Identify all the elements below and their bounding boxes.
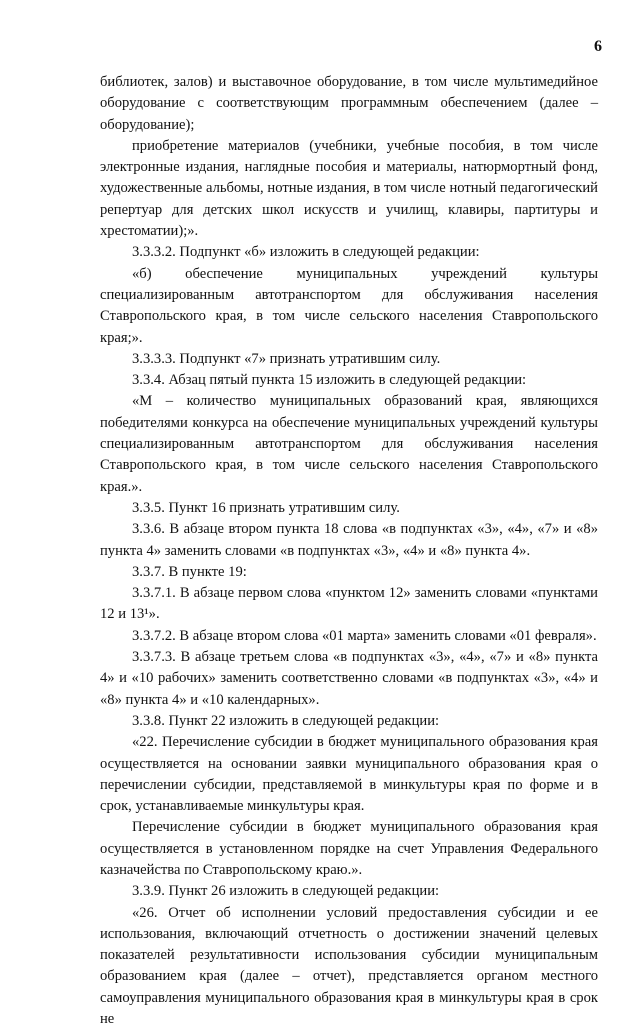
paragraph-subitem-b: «б) обеспечение муниципальных учреждений культуры специализированным автотранспортом для обслуживания населения Ставропольского края, в том числе сельского населения Ставропольского края;». [100,265,598,346]
paragraph-3-3-7-2: 3.3.7.2. В абзаце втором слова «01 марта» заменить словами «01 февраля». [132,627,597,644]
paragraph-3-3-7: 3.3.7. В пункте 19: [132,563,247,580]
paragraph-m-definition: «M – количество муниципальных образований края, являющихся победителями конкурса на обеспечение муниципальных учреждений культуры специализированным автотранспортом для обслуживания населения Ставропольского края, в том числе сельского населения Ставропольского края.». [100,393,598,495]
paragraph-3-3-3-2: 3.3.3.2. Подпункт «б» изложить в следующей редакции: [132,244,480,261]
paragraph-materials: приобретение материалов (учебники, учебные пособия, в том числе электронные издания, наглядные пособия и материалы, натюрмортный фонд, художественные альбомы, нотные издания, в том числе нотный педагогический репертуар для детских школ искусств и училищ, клавиры, партитуры и хрестоматии);». [100,137,598,240]
paragraph-3-3-7-3: 3.3.7.3. В абзаце третьем слова «в подпунктах «3», «4», «7» и «8» пункта 4» и «10 рабочих» заменить соответственно словами «в подпунктах «3», «4» и «8» пункта 4» и «10 календарных». [100,649,598,708]
paragraph-item-26: «26. Отчет об исполнении условий предоставления субсидии и ее использования, включающий отчетность о достижении значений целевых показателей результативности использования субсидии муниципальным образованием края (далее – отчет), представляется органом местного самоуправления муниципального образования края в минкультуры края в срок не [100,904,598,1028]
paragraph-3-3-9: 3.3.9. Пункт 26 изложить в следующей редакции: [132,883,440,900]
page-number: 6 [594,38,602,55]
paragraph-equipment-continuation: библиотек, залов) и выставочное оборудование, в том числе мультимедийное оборудование с соответствующим программным обеспечением (далее – оборудование); [100,74,598,133]
paragraph-3-3-5: 3.3.5. Пункт 16 признать утратившим силу. [132,499,400,516]
document-body [100,72,598,1030]
paragraph-3-3-8: 3.3.8. Пункт 22 изложить в следующей редакции: [132,712,440,729]
paragraph-3-3-7-1: 3.3.7.1. В абзаце первом слова «пунктом 12» заменить словами «пунктами 12 и 13¹». [100,585,598,623]
paragraph-transfer-treasury: Перечисление субсидии в бюджет муниципального образования края осуществляется в установленном порядке на счет Управления Федерального казначейства по Ставропольскому краю.». [100,819,598,878]
paragraph-3-3-3-3: 3.3.3.3. Подпункт «7» признать утратившим силу. [132,350,441,367]
paragraph-3-3-4: 3.3.4. Абзац пятый пункта 15 изложить в следующей редакции: [132,372,527,389]
paragraph-3-3-6: 3.3.6. В абзаце втором пункта 18 слова «в подпунктах «3», «4», «7» и «8» пункта 4» заменить словами «в подпунктах «3», «4» и «8» пункта 4». [100,521,598,559]
paragraph-item-22: «22. Перечисление субсидии в бюджет муниципального образования края осуществляется на основании заявки муниципального образования края о перечислении субсидии, представляемой в минкультуры края по форме и в срок, устанавливаемые минкультуры края. [100,734,598,815]
